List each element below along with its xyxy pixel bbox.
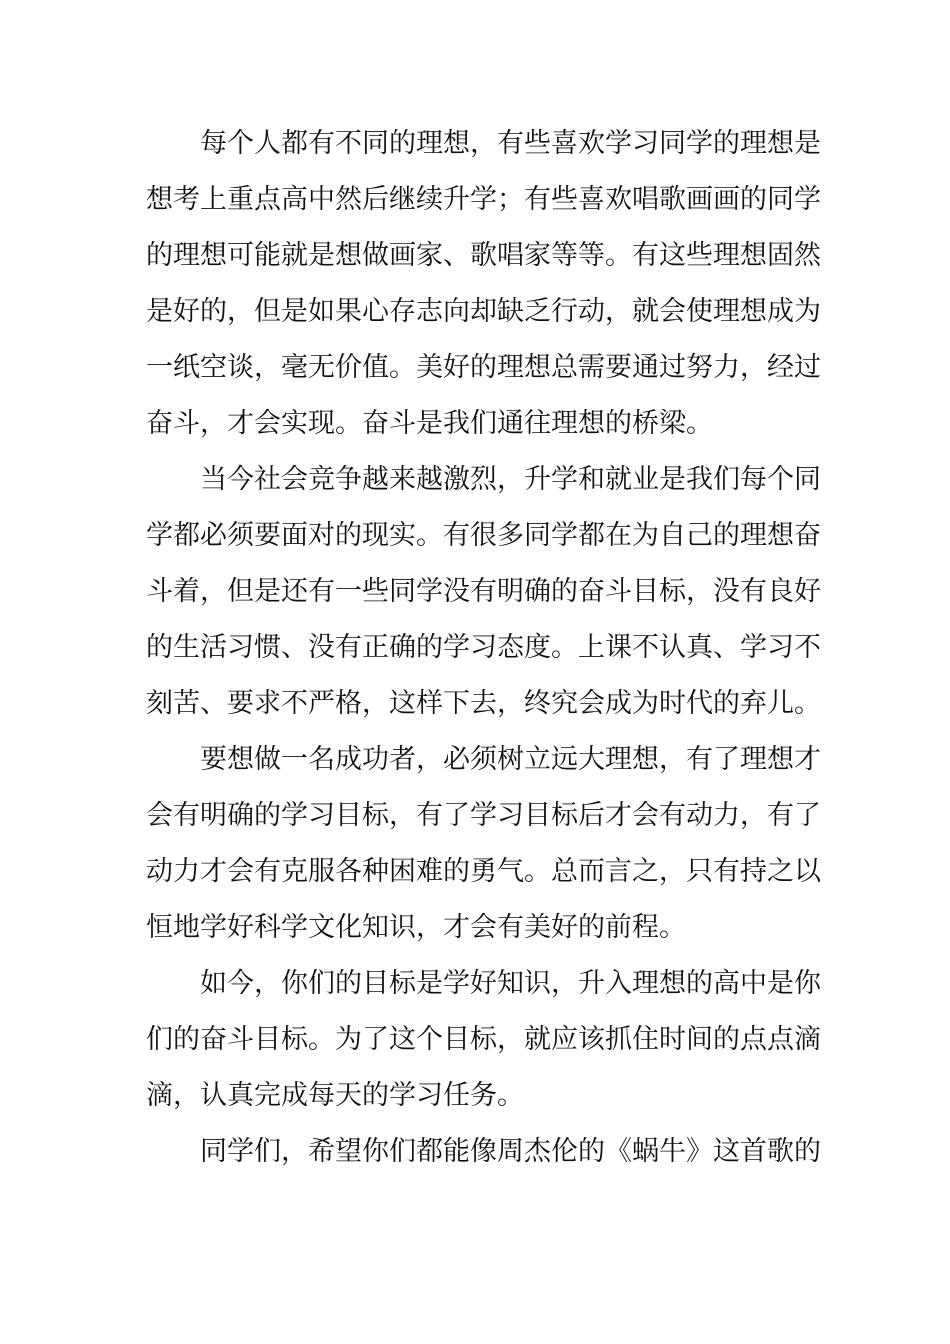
paragraph-line: 每个人都有不同的理想，有些喜欢学习同学的理想是 (200, 128, 821, 159)
paragraph-5 (146, 1124, 821, 1180)
paragraph-line: 要想做一名成功者，必须树立远大理想，有了理想才 (200, 744, 821, 775)
paragraph-line: 当今社会竞争越来越激烈，升学和就业是我们每个同 (200, 464, 821, 495)
paragraph-line: 滴，认真完成每天的学习任务。 (146, 1080, 524, 1111)
paragraph-2 (146, 452, 821, 732)
paragraph-line: 恒地学好科学文化知识，才会有美好的前程。 (146, 912, 686, 943)
paragraph-3 (146, 732, 821, 956)
paragraph-1 (146, 116, 821, 452)
document-body (146, 116, 821, 1180)
paragraph-line: 会有明确的学习目标，有了学习目标后才会有动力，有了 (146, 800, 821, 831)
paragraph-line: 奋斗，才会实现。奋斗是我们通往理想的桥梁。 (146, 408, 713, 439)
paragraph-line: 斗着，但是还有一些同学没有明确的奋斗目标，没有良好 (146, 576, 821, 607)
paragraph-line: 是好的，但是如果心存志向却缺乏行动，就会使理想成为 (146, 296, 821, 327)
paragraph-line: 的生活习惯、没有正确的学习态度。上课不认真、学习不 (146, 632, 821, 663)
paragraph-line: 想考上重点高中然后继续升学；有些喜欢唱歌画画的同学 (146, 184, 821, 215)
paragraph-line: 学都必须要面对的现实。有很多同学都在为自己的理想奋 (146, 520, 821, 551)
paragraph-line: 如今，你们的目标是学好知识，升入理想的高中是你 (200, 968, 821, 999)
paragraph-line: 刻苦、要求不严格，这样下去，终究会成为时代的弃儿。 (146, 688, 821, 719)
paragraph-line: 一纸空谈，毫无价值。美好的理想总需要通过努力，经过 (146, 352, 821, 383)
paragraph-4 (146, 956, 821, 1124)
paragraph-line: 同学们，希望你们都能像周杰伦的《蜗牛》这首歌的 (200, 1136, 821, 1167)
paragraph-line: 们的奋斗目标。为了这个目标，就应该抓住时间的点点滴 (146, 1024, 821, 1055)
paragraph-line: 动力才会有克服各种困难的勇气。总而言之，只有持之以 (146, 856, 821, 887)
paragraph-line: 的理想可能就是想做画家、歌唱家等等。有这些理想固然 (146, 240, 821, 271)
